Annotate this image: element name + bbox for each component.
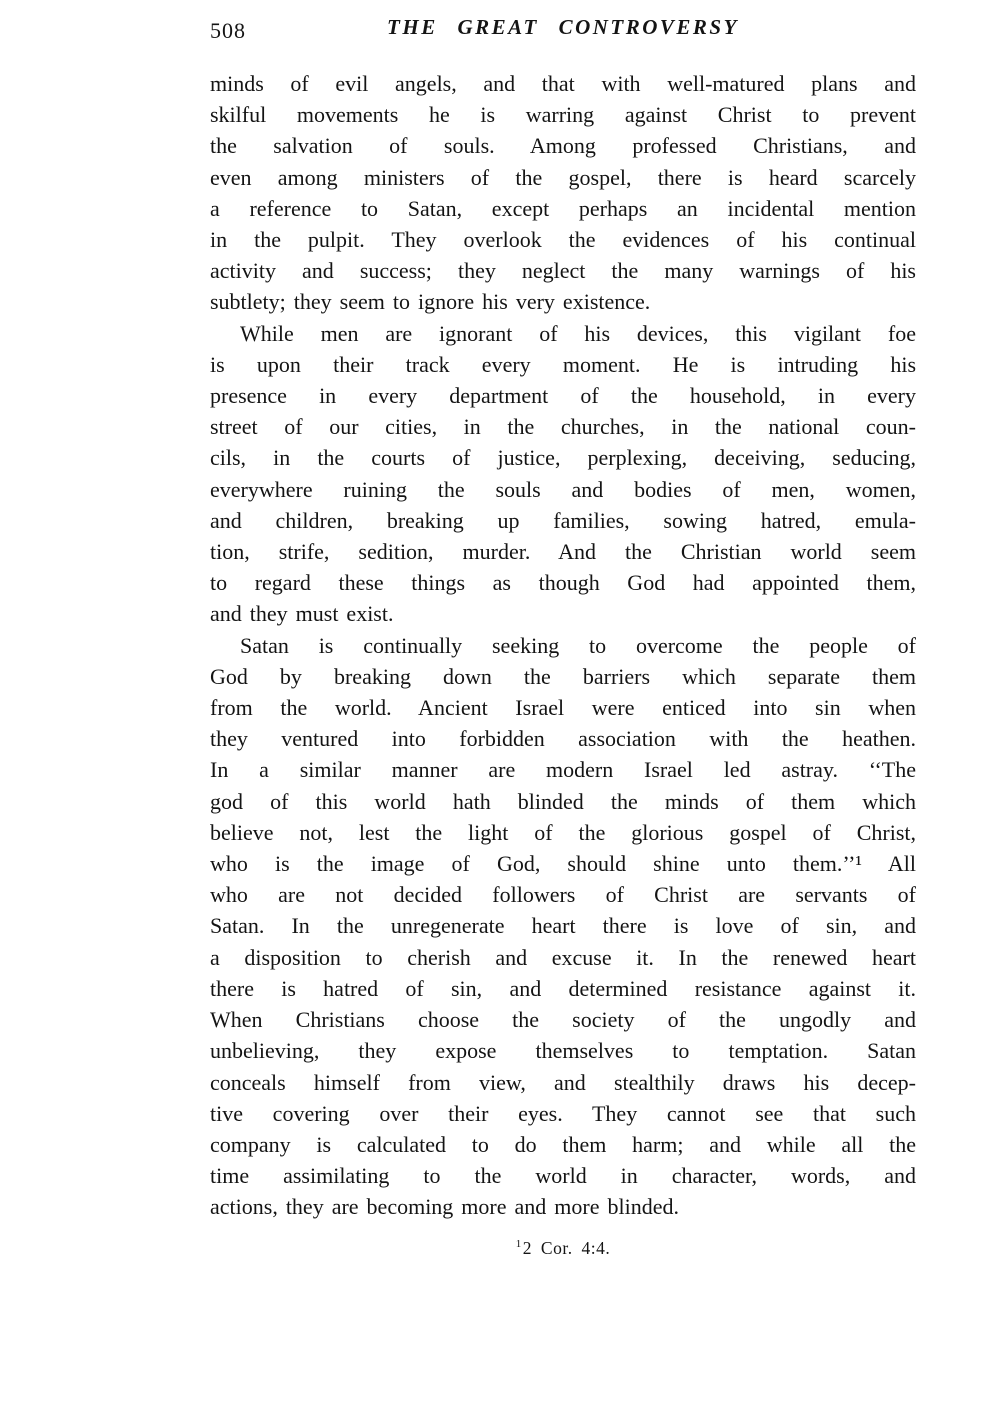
text-line: from the world. Ancient Israel were enticed into sin when: [210, 695, 916, 721]
page-number: 508: [210, 18, 246, 43]
text-line: who are not decided followers of Christ are servants of: [210, 882, 916, 908]
text-line: minds of evil angels, and that with well-matured plans and: [210, 71, 916, 96]
text-line: they ventured into forbidden association with the heathen.: [210, 726, 916, 752]
text-line: unbelieving, they expose themselves to temptation. Satan: [210, 1038, 916, 1064]
text-line: believe not, lest the light of the glorious gospel of Christ,: [210, 819, 916, 845]
text-line: When Christians choose the society of the ungodly and: [210, 1007, 916, 1033]
footnote: [210, 1238, 916, 1259]
paragraph: [210, 68, 916, 318]
text-line: Satan. In the unregenerate heart there is love of sin, and: [210, 913, 916, 939]
text-line: conceals himself from view, and stealthily draws his decep-: [210, 1069, 916, 1095]
text-line: activity and success; they neglect the many warnings of his: [210, 258, 916, 284]
footnote-text: 2 Cor. 4:4.: [522, 1238, 611, 1258]
text-line: God by breaking down the barriers which separate them: [210, 663, 916, 689]
text-line: everywhere ruining the souls and bodies of men, women,: [210, 476, 916, 502]
text-line: and children, breaking up families, sowing hatred, emula-: [210, 507, 916, 533]
text-line: While men are ignorant of his devices, this vigilant foe: [240, 320, 916, 346]
text-line: tion, strife, sedition, murder. And the Christian world seem: [210, 539, 916, 565]
text-line: to regard these things as though God had appointed them,: [210, 570, 916, 596]
page-header: [210, 15, 916, 47]
paragraph: [210, 318, 916, 630]
text-line: even among ministers of the gospel, there is heard scarcely: [210, 164, 916, 190]
page-body: [210, 68, 916, 1223]
text-line: there is hatred of sin, and determined resistance against it.: [210, 975, 916, 1001]
text-line: street of our cities, in the churches, in the national coun-: [210, 414, 916, 440]
text-line: is upon their track every moment. He is intruding his: [210, 351, 916, 377]
text-line: company is calculated to do them harm; and while all the: [210, 1131, 916, 1157]
text-line: god of this world hath blinded the minds of them which: [210, 788, 916, 814]
text-line: cils, in the courts of justice, perplexing, deceiving, seducing,: [210, 445, 916, 471]
footnote-marker: 1: [515, 1238, 522, 1251]
text-line: and they must exist.: [210, 601, 394, 627]
text-line: subtlety; they seem to ignore his very existence.: [210, 289, 651, 315]
text-line: a disposition to cherish and excuse it. In the renewed heart: [210, 944, 916, 970]
text-line: the salvation of souls. Among professed Christians, and: [210, 133, 916, 159]
text-line: who is the image of God, should shine unto them.’’¹ All: [210, 851, 916, 877]
text-line: skilful movements he is warring against Christ to prevent: [210, 102, 916, 128]
text-line: tive covering over their eyes. They cannot see that such: [210, 1100, 916, 1126]
text-line: actions, they are becoming more and more blinded.: [210, 1194, 679, 1220]
paragraph: [210, 630, 916, 1223]
text-line: presence in every department of the household, in every: [210, 383, 916, 409]
text-line: in the pulpit. They overlook the evidences of his continual: [210, 227, 916, 253]
text-line: time assimilating to the world in character, words, and: [210, 1163, 916, 1189]
running-title: THE GREAT CONTROVERSY: [387, 15, 739, 39]
text-line: Satan is continually seeking to overcome the people of: [240, 632, 916, 658]
text-line: In a similar manner are modern Israel led astray. ‘‘The: [210, 757, 916, 783]
text-line: a reference to Satan, except perhaps an incidental mention: [210, 195, 916, 221]
